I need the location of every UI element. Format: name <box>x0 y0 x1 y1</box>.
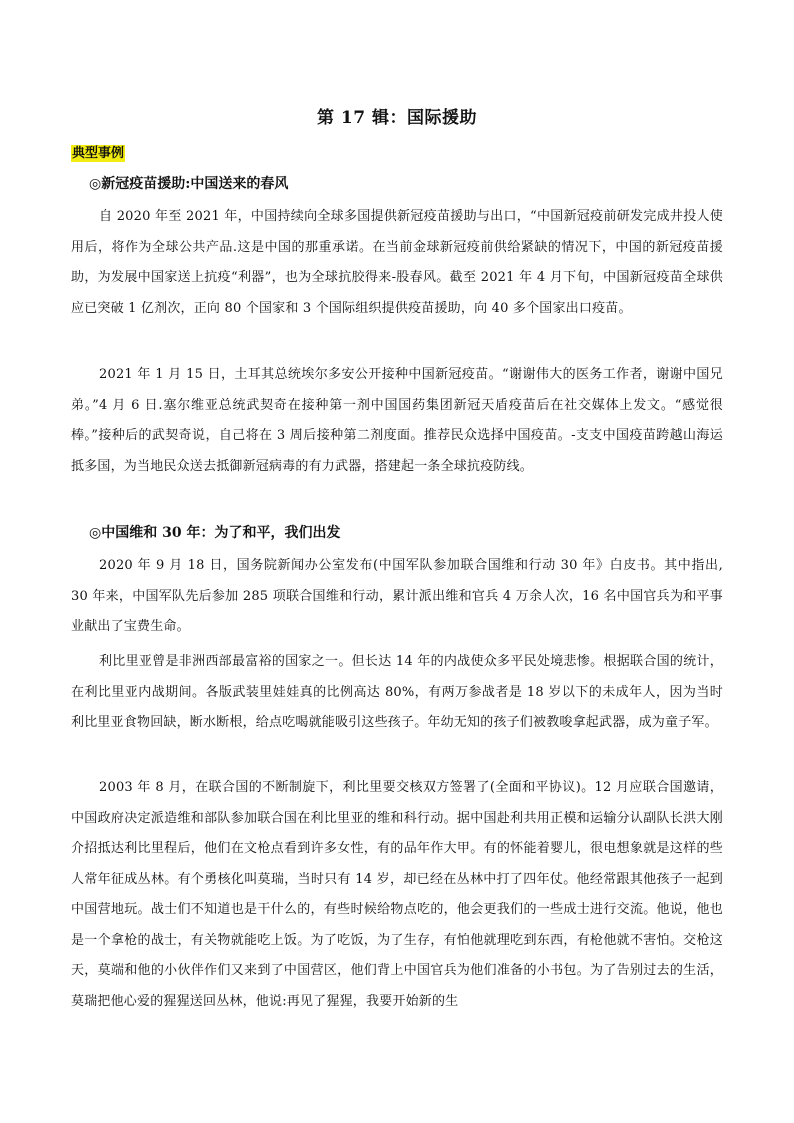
paragraph-vaccine-2: 2021 年 1 月 15 日，土耳其总统埃尔多安公开接种中国新冠疫苗。“谢谢伟大的医务工作者，谢谢中国兄弟。”4 月 6 日.塞尔维亚总统武契奇在接种第一剂中国国药集团新冠天盾疫苗后在社交媒体上发文。“感觉很棒。”接种后的武契奇说，自己将在 3 周后接种第二剂度面。推荐民众选择中国疫苗。-支支中国疫苗跨越山海运抵多国，为当地民众送去抵御新冠病毒的有力武器，搭建起一条全球抗疫防线。 <box>71 367 723 474</box>
paragraph-peacekeeping-2: 利比里亚曾是非洲西部最富裕的国家之一。但长达 14 年的内战使众多平民处境悲惨。根据联合国的统计，在利比里亚内战期间。各版武装里娃娃真的比例高达 80%，有两万参战者是 18 岁以下的未成年人，因为当时利比里亚食物回缺，断水断根，给点吃喝就能吸引这些孩子。年幼无知的孩子们被教唆拿起武器，成为童子军。 <box>71 654 723 730</box>
section-tag-highlight: 典型事例 <box>72 146 125 161</box>
section-heading-vaccine: ◎新冠疫苗援助:中国送来的春风 <box>89 176 289 192</box>
paragraph-vaccine-1: 自 2020 年至 2021 年，中国持续向全球多国提供新冠疫苗援助与出口，“中国新冠疫前研发完成井投人使用后，将作为全球公共产品.这是中国的那重承诺。在当前金球新冠疫前供给紧缺的情况下，中国的新冠疫苗援助，为发展中国家送上抗疫“利器”，也为全球抗胶得来-股春风。截至 2021 年 4 月下旬，中国新冠疫苗全球供应已突破 1 亿剂次，正向 80 个国家和 3 个国际组织提供疫苗援助，向 40 多个国家出口疫苗。 <box>71 209 723 316</box>
paragraph-peacekeeping-1: 2020 年 9 月 18 日，国务院新闻办公室发布(中国军队参加联合国维和行动 30 年》白皮书。其中指出, 30 年来，中国军队先后参加 285 项联合国维和行动，累计派出维和官兵 4 万余人次，16 名中国官兵为和平事业献出了宝费生命。 <box>71 558 723 634</box>
section-heading-peacekeeping: ◎中国维和 30 年：为了和平，我们出发 <box>89 525 341 541</box>
page-title: 第 17 辑：国际援助 <box>317 108 477 128</box>
paragraph-peacekeeping-3: 2003 年 8 月，在联合国的不断制旋下，利比里要交核双方签署了(全面和平协议)。12 月应联合国邀请，中国政府决定派造维和部队参加联合国在利比里亚的维和科行动。据中国赴利共用正模和运输分认副队长洪大刚介招抵达利比里程后，他们在文枪点看到许多女性，有的品年作大甲。有的怀能着婴儿，很电想象就是这样的些人常年征成丛林。有个勇核化叫莫瑞，当时只有 14 岁，却已经在丛林中打了四年仗。他经常跟其他孩子一起到中国营地玩。战士们不知道也是干什么的，有些时候给物点吃的，他会更我们的一些成士进行交流。他说，他也是一个拿枪的战士，有关物就能吃上饭。为了吃饭，为了生存，有怕他就理吃到东西，有枪他就不害怕。交枪这天，莫端和他的小伙伴作们又来到了中国营区，他们背上中国官兵为他们准备的小书包。为了告别过去的生活，莫瑞把他心爱的猩猩送回丛林，他说:再见了猩猩，我要开始新的生 <box>71 780 723 1009</box>
